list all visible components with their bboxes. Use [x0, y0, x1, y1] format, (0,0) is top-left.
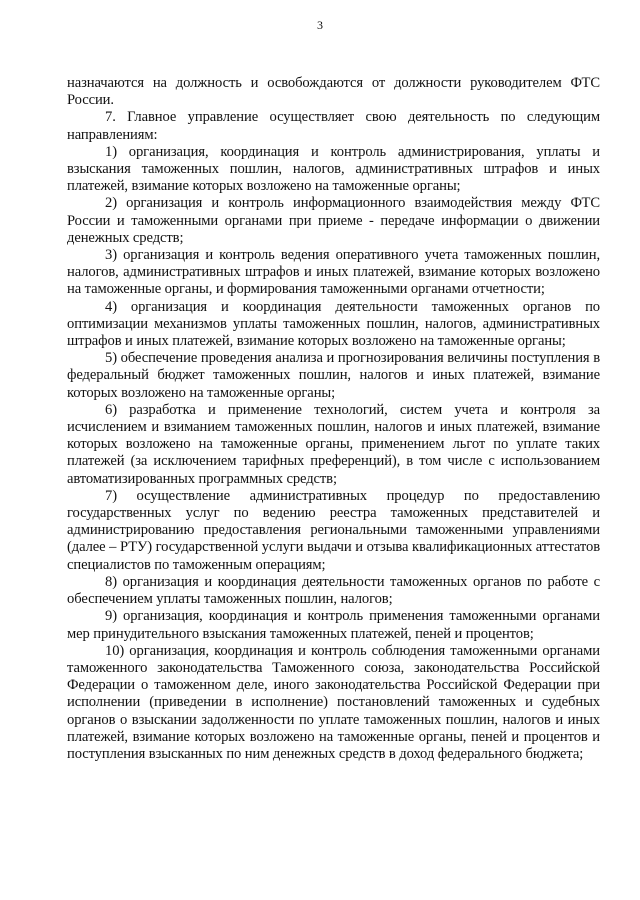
- paragraph-section-7-intro: 7. Главное управление осуществляет свою деятельность по следующим направлениям:: [67, 109, 600, 143]
- list-item-5: 5) обеспечение проведения анализа и прогнозирования величины поступления в федеральный бюджет таможенных пошлин, налогов и иных платежей, взимание которых возложено на таможенные органы;: [67, 350, 600, 401]
- list-item-9: 9) организация, координация и контроль применения таможенными органами мер принудительного взыскания таможенных платежей, пеней и процентов;: [67, 608, 600, 642]
- list-item-2: 2) организация и контроль информационного взаимодействия между ФТС России и таможенными органами при приеме - передаче информации о движении денежных средств;: [67, 195, 600, 246]
- list-item-6: 6) разработка и применение технологий, систем учета и контроля за исчислением и взиманием таможенных пошлин, налогов и иных платежей, взимание которых возложено на таможенные органы, применением льгот по уплате таких платежей (за исключением тарифных преференций), в том числе с использованием автоматизированных программных средств;: [67, 401, 600, 487]
- list-item-3: 3) организация и контроль ведения оперативного учета таможенных пошлин, налогов, административных штрафов и иных платежей, взимание которых возложено на таможенные органы, и формирования таможенными органами отчетности;: [67, 247, 600, 298]
- paragraph-continuation: назначаются на должность и освобождаются от должности руководителем ФТС России.: [67, 75, 600, 109]
- list-item-4: 4) организация и координация деятельности таможенных органов по оптимизации механизмов уплаты таможенных пошлин, налогов, административных штрафов и иных платежей, взимание которых возложено на таможенные органы;: [67, 298, 600, 350]
- document-body: [67, 75, 600, 763]
- list-item-8: 8) организация и координация деятельности таможенных органов по работе с обеспечением уплаты таможенных пошлин, налогов;: [67, 573, 600, 608]
- list-item-7: 7) осуществление административных процедур по предоставлению государственных услуг по ведению реестра таможенных представителей и администрированию предоставления региональными таможенными управлениями (далее – РТУ) государственной услуги выдачи и отзыва квалификационных аттестатов специалистов по таможенным операциям;: [67, 487, 600, 573]
- list-item-10: 10) организация, координация и контроль соблюдения таможенными органами таможенного законодательства Таможенного союза, законодательства Российской Федерации о таможенном деле, иного законодательства Российской Федерации при исполнении (приведении в исполнение) постановлений таможенных и судебных органов о взыскании задолженности по уплате таможенных пошлин, налогов и иных платежей, взимание которых возложено на таможенные органы, пеней и процентов и поступления взысканных по ним денежных средств в доход федерального бюджета;: [67, 642, 600, 762]
- page-number: 3: [317, 18, 323, 32]
- list-item-1: 1) организация, координация и контроль администрирования, уплаты и взыскания таможенных пошлин, налогов, административных штрафов и иных платежей, взимание которых возложено на таможенные органы;: [67, 143, 600, 195]
